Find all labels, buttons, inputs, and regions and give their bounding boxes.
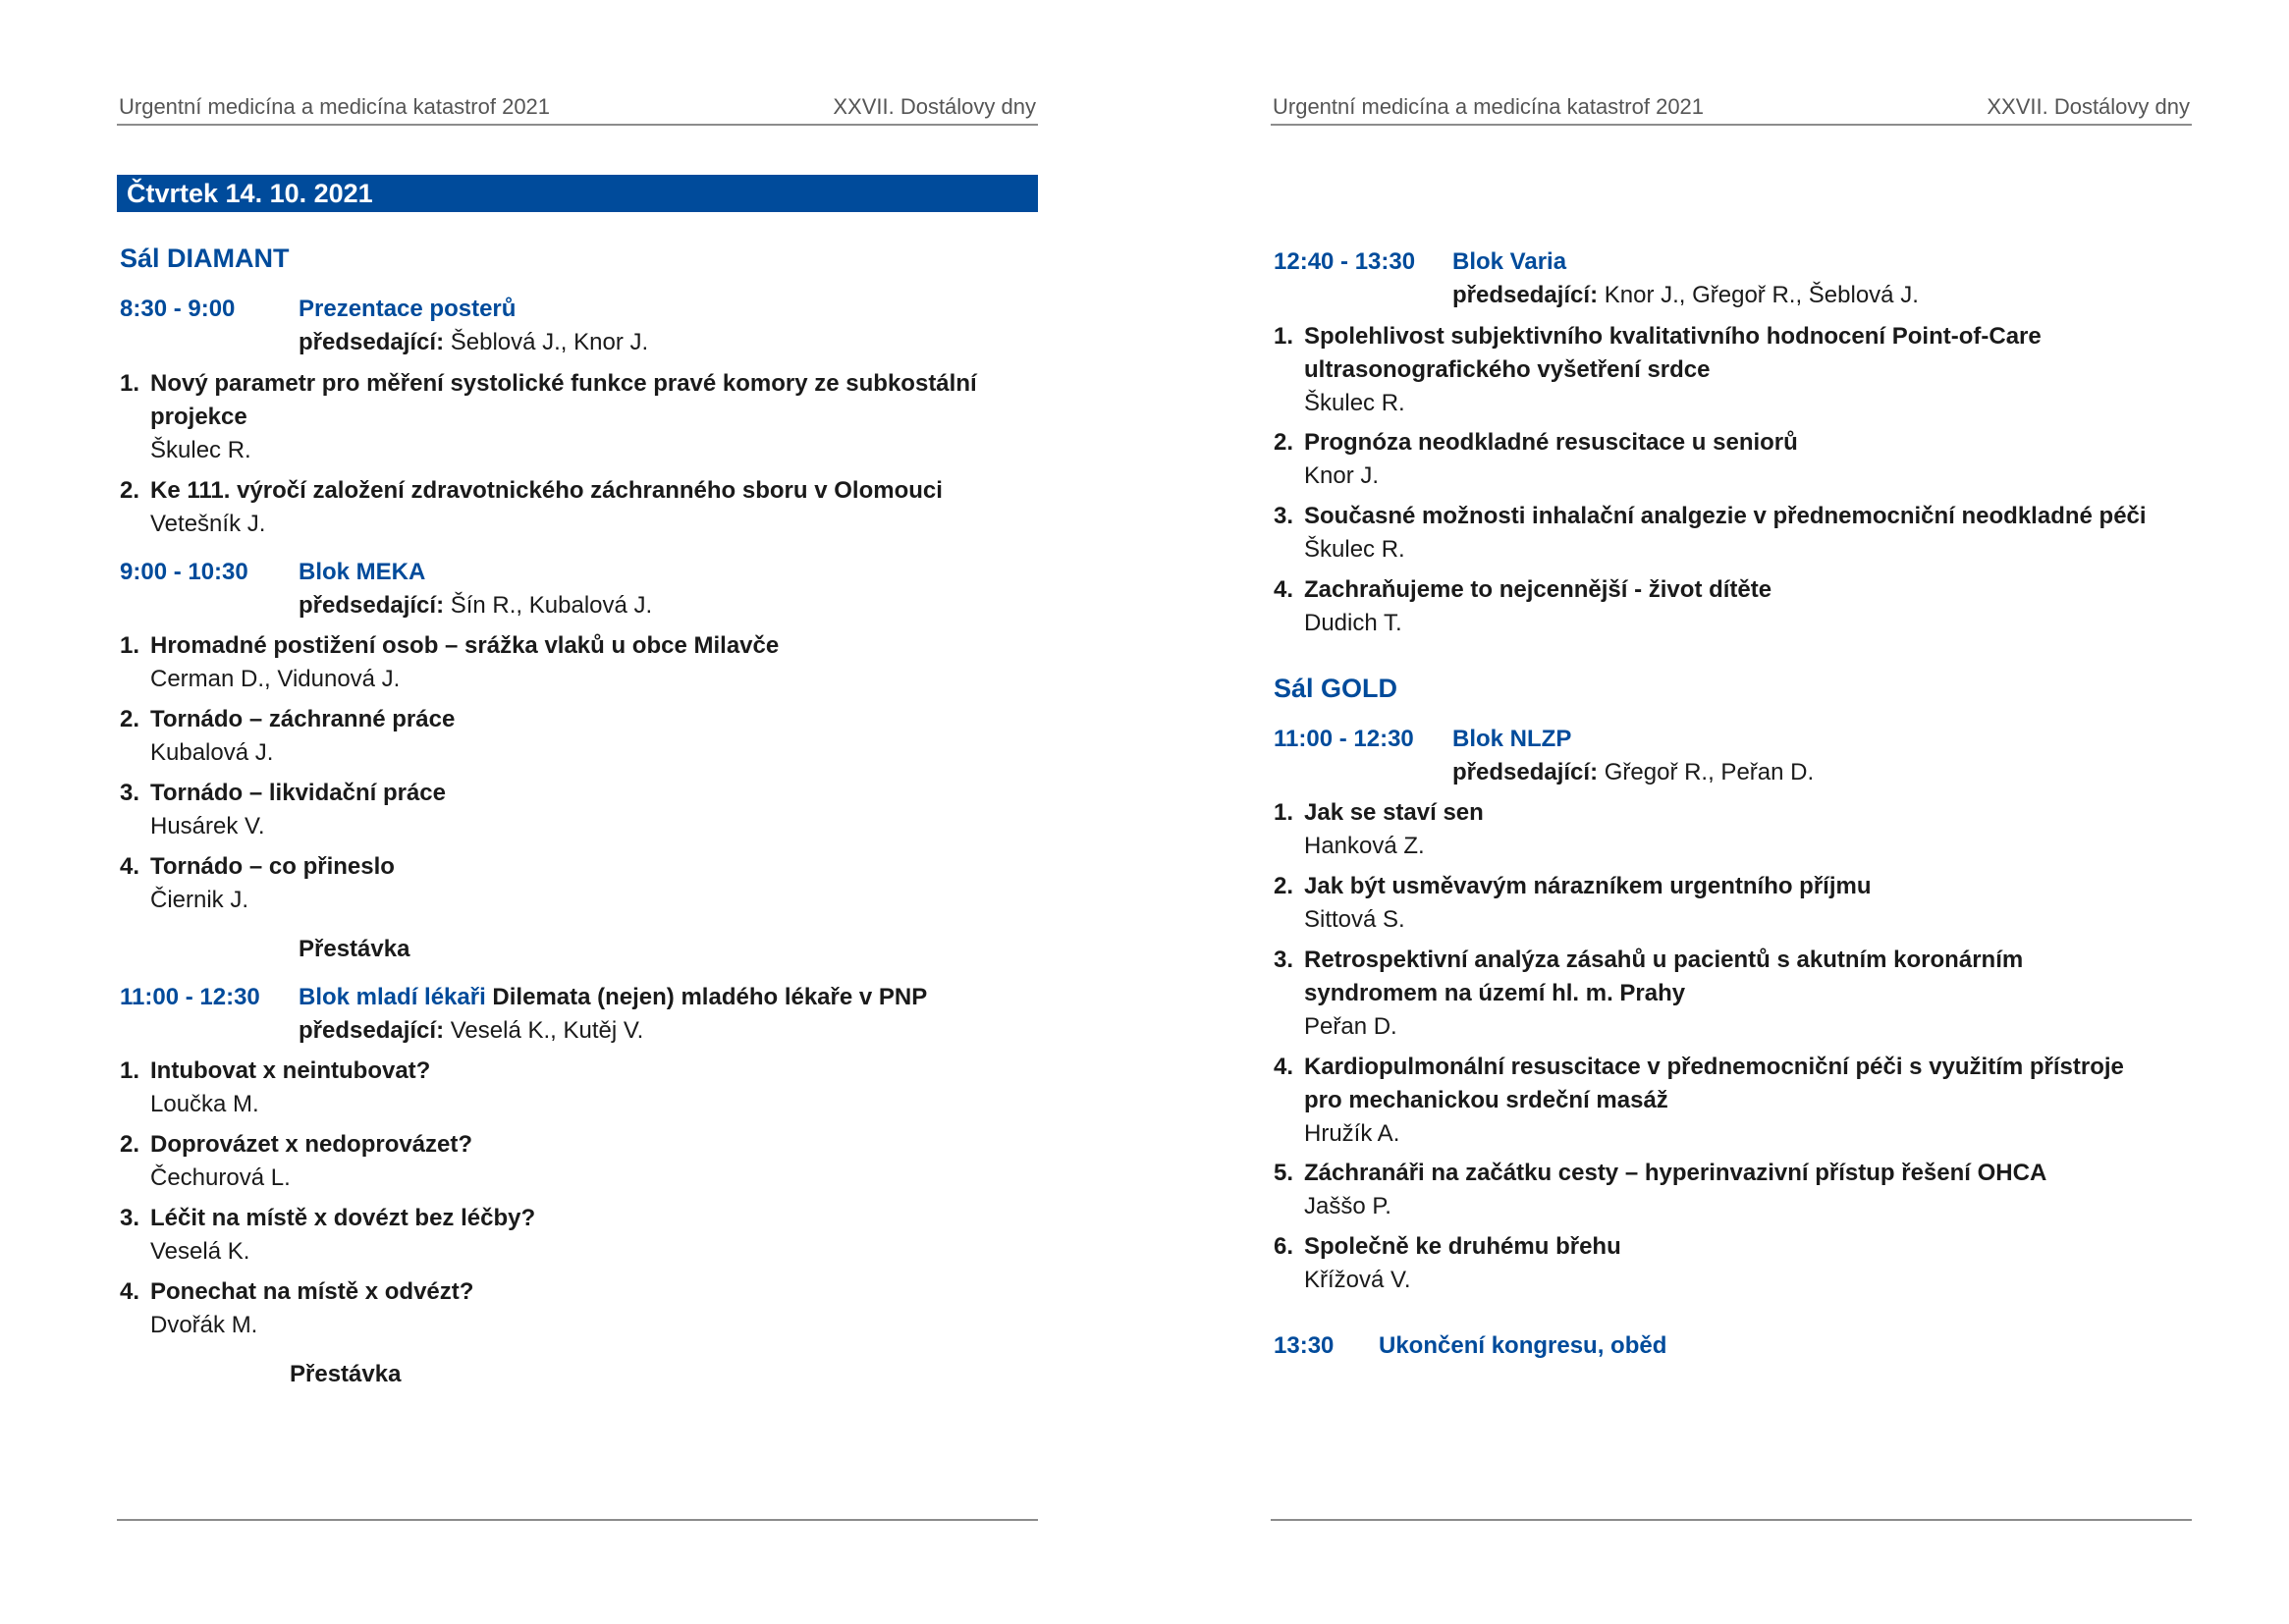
item-title: Prognóza neodkladné resuscitace u seniorů bbox=[1304, 429, 1798, 456]
session-chairs bbox=[1452, 756, 1814, 789]
program-item bbox=[120, 850, 1033, 917]
item-number: 2. bbox=[1274, 873, 1294, 899]
item-author: Jaššo P. bbox=[1304, 1193, 1391, 1219]
item-title: Nový parametr pro měření systolické funkce pravé komory ze subkostální projekce bbox=[150, 370, 977, 430]
program-item bbox=[1274, 1051, 2187, 1151]
session-chairs bbox=[1452, 279, 1919, 312]
item-author: Knor J. bbox=[1304, 462, 1380, 489]
program-item bbox=[1274, 500, 2187, 567]
item-author: Veselá K. bbox=[150, 1238, 250, 1265]
item-title: Společně ke druhému břehu bbox=[1304, 1233, 1621, 1260]
program-item bbox=[120, 474, 1033, 541]
item-author: Křížová V. bbox=[1304, 1267, 1411, 1293]
item-number: 3. bbox=[120, 780, 140, 806]
item-author: Čechurová L. bbox=[150, 1164, 291, 1191]
item-number: 3. bbox=[120, 1205, 140, 1231]
item-title: Současné možnosti inhalační analgezie v přednemocniční neodkladné péči bbox=[1304, 503, 2147, 529]
item-number: 1. bbox=[120, 1057, 140, 1084]
item-number: 2. bbox=[120, 706, 140, 732]
item-author: Husárek V. bbox=[150, 813, 265, 839]
item-number: 1. bbox=[1274, 323, 1294, 350]
item-title: Ke 111. výročí založení zdravotnického záchranného sboru v Olomouci bbox=[150, 477, 943, 504]
running-header bbox=[117, 92, 1038, 126]
item-title: Kardiopulmonální resuscitace v přednemocniční péči s využitím přístroje pro mechanickou srdeční masáž bbox=[1304, 1054, 2124, 1113]
chairs-names: Šín R., Kubalová J. bbox=[450, 592, 653, 619]
block-subtitle: Dilemata (nejen) mladého lékaře v PNP bbox=[492, 984, 928, 1010]
item-author: Dudich T. bbox=[1304, 610, 1402, 636]
item-author: Vetešník J. bbox=[150, 511, 266, 537]
session-block-title: Prezentace posterů bbox=[299, 296, 517, 322]
program-item bbox=[1274, 573, 2187, 640]
item-number: 6. bbox=[1274, 1233, 1294, 1260]
block-name: Blok mladí lékaři bbox=[299, 984, 486, 1010]
running-header bbox=[1271, 92, 2192, 126]
item-number: 4. bbox=[1274, 1054, 1294, 1080]
item-number: 3. bbox=[1274, 503, 1294, 529]
program-item bbox=[1274, 796, 2187, 863]
item-number: 4. bbox=[120, 1278, 140, 1305]
program-item bbox=[120, 1275, 1033, 1342]
hall-heading: Sál GOLD bbox=[1274, 674, 1398, 703]
item-author: Loučka M. bbox=[150, 1091, 259, 1117]
item-title: Tornádo – likvidační práce bbox=[150, 780, 446, 806]
session-time: 11:00 - 12:30 bbox=[120, 984, 260, 1010]
header-conference-title: Urgentní medicína a medicína katastrof 2021 bbox=[1273, 94, 1705, 119]
item-author: Sittová S. bbox=[1304, 906, 1405, 933]
item-title: Spolehlivost subjektivního kvalitativního hodnocení Point-of-Care ultrasonografického vyšetření srdce bbox=[1304, 323, 2042, 383]
item-author: Kubalová J. bbox=[150, 739, 274, 766]
break-label: Přestávka bbox=[290, 1361, 402, 1387]
program-item bbox=[1274, 426, 2187, 493]
right-page bbox=[1271, 0, 2192, 1624]
day-heading: Čtvrtek 14. 10. 2021 bbox=[117, 175, 1038, 212]
item-number: 5. bbox=[1274, 1160, 1294, 1186]
item-author: Peřan D. bbox=[1304, 1013, 1397, 1040]
chairs-names: Knor J., Gřegoř R., Šeblová J. bbox=[1604, 282, 1919, 308]
program-item bbox=[120, 629, 1033, 696]
program-item bbox=[120, 777, 1033, 843]
item-author: Škulec R. bbox=[150, 437, 251, 463]
program-item bbox=[120, 1128, 1033, 1195]
item-title: Doprovázet x nedoprovázet? bbox=[150, 1131, 473, 1158]
item-author: Hanková Z. bbox=[1304, 833, 1425, 859]
chairs-label: předsedající: bbox=[1452, 282, 1599, 308]
program-item bbox=[120, 1202, 1033, 1269]
chairs-names: Šeblová J., Knor J. bbox=[450, 329, 649, 355]
item-number: 1. bbox=[120, 632, 140, 659]
item-number: 4. bbox=[1274, 576, 1294, 603]
item-number: 3. bbox=[1274, 947, 1294, 973]
chairs-names: Gřegoř R., Peřan D. bbox=[1604, 759, 1815, 785]
closing-time: 13:30 bbox=[1274, 1332, 1335, 1359]
session-block-title: Blok MEKA bbox=[299, 559, 426, 585]
item-title: Tornádo – záchranné práce bbox=[150, 706, 456, 732]
item-number: 1. bbox=[1274, 799, 1294, 826]
item-author: Hružík A. bbox=[1304, 1120, 1400, 1147]
item-number: 2. bbox=[120, 1131, 140, 1158]
left-page bbox=[117, 0, 1038, 1624]
hall-heading: Sál DIAMANT bbox=[120, 244, 290, 273]
item-title: Hromadné postižení osob – srážka vlaků u obce Milavče bbox=[150, 632, 780, 659]
item-title: Jak se staví sen bbox=[1304, 799, 1484, 826]
item-number: 4. bbox=[120, 853, 140, 880]
session-chairs bbox=[299, 589, 652, 623]
break-label: Přestávka bbox=[299, 936, 410, 962]
item-title: Léčit na místě x dovézt bez léčby? bbox=[150, 1205, 536, 1231]
program-item bbox=[120, 1055, 1033, 1121]
session-block-title bbox=[299, 981, 927, 1014]
session-chairs bbox=[299, 1014, 643, 1048]
session-chairs bbox=[299, 326, 648, 359]
program-item bbox=[120, 367, 1033, 467]
program-item bbox=[1274, 1157, 2187, 1223]
item-title: Jak být usměvavým nárazníkem urgentního příjmu bbox=[1304, 873, 1872, 899]
session-time: 12:40 - 13:30 bbox=[1274, 248, 1416, 275]
item-title: Tornádo – co přineslo bbox=[150, 853, 395, 880]
item-author: Dvořák M. bbox=[150, 1312, 258, 1338]
chairs-label: předsedající: bbox=[1452, 759, 1599, 785]
session-time: 9:00 - 10:30 bbox=[120, 559, 248, 585]
footer-rule bbox=[117, 1519, 1038, 1521]
item-author: Škulec R. bbox=[1304, 390, 1405, 416]
item-title: Retrospektivní analýza zásahů u pacientů s akutním koronárním syndromem na území hl. m. Prahy bbox=[1304, 947, 2024, 1006]
program-item bbox=[1274, 944, 2187, 1044]
session-block-title: Blok Varia bbox=[1452, 248, 1567, 275]
session-time: 8:30 - 9:00 bbox=[120, 296, 236, 322]
program-item bbox=[1274, 1230, 2187, 1297]
item-title: Ponechat na místě x odvézt? bbox=[150, 1278, 474, 1305]
session-time: 11:00 - 12:30 bbox=[1274, 726, 1414, 752]
header-conference-title: Urgentní medicína a medicína katastrof 2021 bbox=[119, 94, 551, 119]
header-event-name: XXVII. Dostálovy dny bbox=[833, 94, 1036, 119]
item-title: Zachraňujeme to nejcennější - život dítěte bbox=[1304, 576, 1772, 603]
item-number: 2. bbox=[1274, 429, 1294, 456]
item-author: Škulec R. bbox=[1304, 536, 1405, 563]
chairs-label: předsedající: bbox=[299, 329, 445, 355]
item-author: Čiernik J. bbox=[150, 887, 249, 913]
program-item bbox=[1274, 870, 2187, 937]
chairs-label: předsedající: bbox=[299, 592, 445, 619]
item-title: Záchranáři na začátku cesty – hyperinvazivní přístup řešení OHCA bbox=[1304, 1160, 2047, 1186]
closing-label: Ukončení kongresu, oběd bbox=[1379, 1332, 1667, 1359]
program-item bbox=[120, 703, 1033, 770]
header-event-name: XXVII. Dostálovy dny bbox=[1987, 94, 2190, 119]
item-number: 1. bbox=[120, 370, 140, 397]
program-item bbox=[1274, 320, 2187, 420]
item-title: Intubovat x neintubovat? bbox=[150, 1057, 431, 1084]
footer-rule bbox=[1271, 1519, 2192, 1521]
chairs-names: Veselá K., Kutěj V. bbox=[450, 1017, 644, 1044]
session-block-title: Blok NLZP bbox=[1452, 726, 1572, 752]
item-author: Cerman D., Vidunová J. bbox=[150, 666, 401, 692]
chairs-label: předsedající: bbox=[299, 1017, 445, 1044]
item-number: 2. bbox=[120, 477, 140, 504]
